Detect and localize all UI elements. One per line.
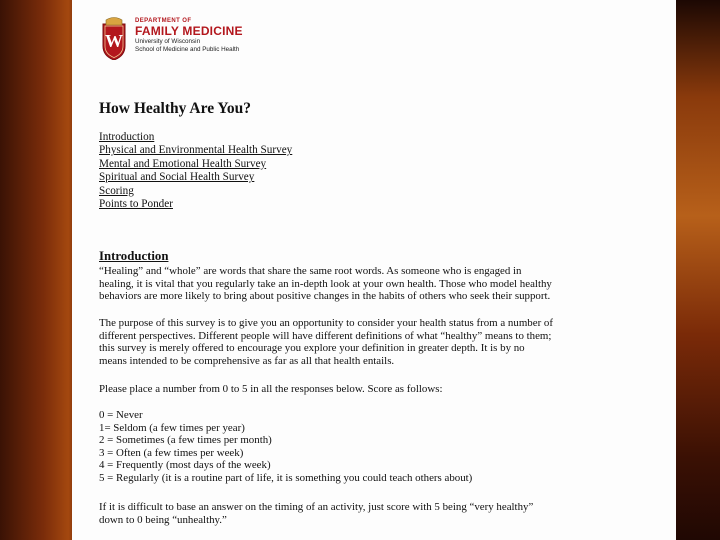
scale-item: 1= Seldom (a few times per year) <box>99 421 245 434</box>
logo-school: School of Medicine and Public Health <box>135 46 240 53</box>
paragraph-line: different perspectives. Different people will have different definitions of what “healthy” means to them; <box>99 329 552 342</box>
paragraph-line: healing, it is vital that you regularly take an in-depth look at your own health. Those who model healthy <box>99 277 552 290</box>
paragraph-scoring-note <box>99 501 659 526</box>
paragraph-line: this survey is merely offered to encourage you explore your definition in greater depth. It is by no <box>99 342 525 355</box>
logo-department: DEPARTMENT OF <box>135 18 192 24</box>
department-logo <box>100 14 300 66</box>
crest-letter: W <box>105 31 123 51</box>
toc-link-scoring[interactable]: Scoring <box>99 184 134 197</box>
document-page <box>72 0 676 540</box>
background-right-strip <box>676 0 720 540</box>
toc-link-introduction[interactable]: Introduction <box>99 131 155 143</box>
paragraph-line: “Healing” and “whole” are words that share the same root words. As someone who is engaged in <box>99 265 522 277</box>
paragraph-line: means intended to be comprehensive as far as all that health entails. <box>99 354 395 367</box>
logo-university: University of Wisconsin <box>135 38 201 45</box>
paragraph-purpose <box>99 317 659 367</box>
toc-link-spiritual[interactable]: Spiritual and Social Health Survey <box>99 171 255 184</box>
toc-link-points[interactable]: Points to Ponder <box>99 198 173 211</box>
scale-item: 5 = Regularly (it is a routine part of life, it is something you could teach others about) <box>99 471 473 484</box>
scale-item: 3 = Often (a few times per week) <box>99 446 244 459</box>
table-of-contents <box>99 131 292 211</box>
paragraph-line: If it is difficult to base an answer on the timing of an activity, just score with 5 being “very healthy” <box>99 501 534 513</box>
score-scale-list <box>99 409 472 485</box>
toc-link-mental[interactable]: Mental and Emotional Health Survey <box>99 157 267 170</box>
section-heading-introduction: Introduction <box>99 249 169 263</box>
paragraph-line: The purpose of this survey is to give you an opportunity to consider your health status from a number of <box>99 317 553 329</box>
logo-text <box>135 18 243 54</box>
scale-item: 2 = Sometimes (a few times per month) <box>99 434 272 447</box>
paragraph-instructions: Please place a number from 0 to 5 in all the responses below. Score as follows: <box>99 383 443 395</box>
scale-item: 4 = Frequently (most days of the week) <box>99 459 271 472</box>
toc-link-physical[interactable]: Physical and Environmental Health Survey <box>99 144 293 157</box>
university-crest-icon <box>100 16 128 60</box>
scale-item: 0 = Never <box>99 409 143 421</box>
page-title: How Healthy Are You? <box>99 100 251 117</box>
paragraph-line: down to 0 being “unhealthy.” <box>99 513 227 526</box>
paragraph-intro <box>99 265 659 303</box>
paragraph-line: behaviors are more likely to bring about positive changes in the habits of others who seek their support. <box>99 290 551 303</box>
logo-family-medicine: FAMILY MEDICINE <box>135 24 243 38</box>
